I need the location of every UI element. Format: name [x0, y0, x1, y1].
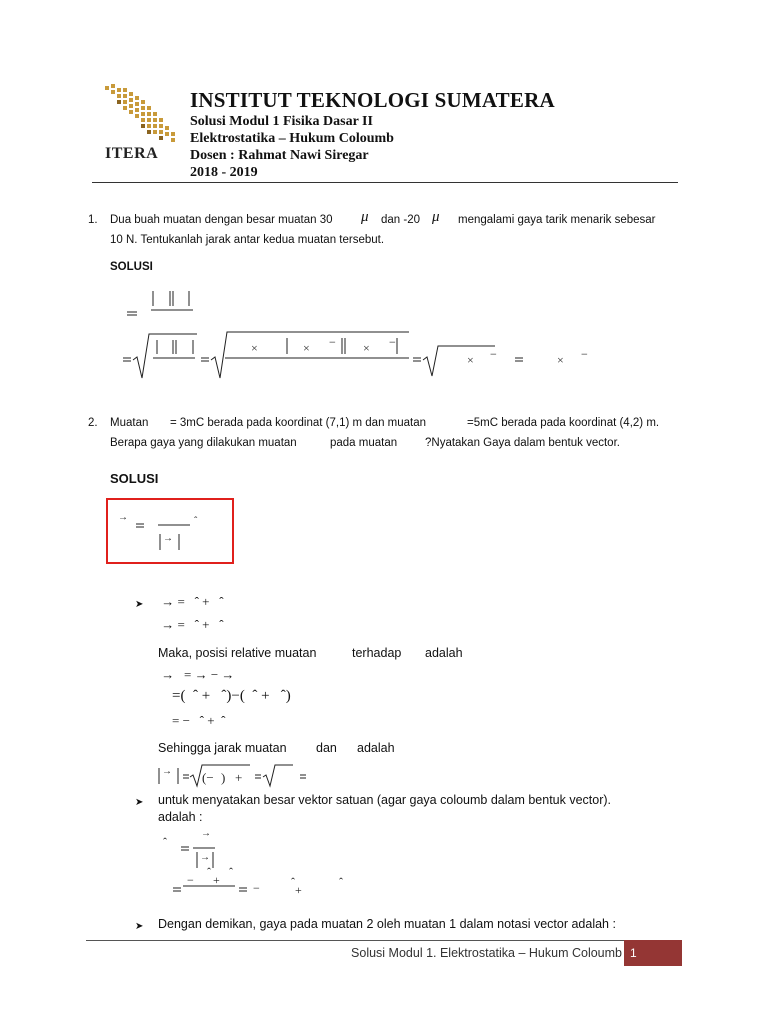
header-rule [92, 182, 678, 183]
unit-vector-text: untuk menyatakan besar vektor satuan (agar gaya coloumb dalam bentuk vector). [158, 793, 612, 807]
q1-number: 1. [88, 214, 98, 226]
bullet-2-icon: ➤ [135, 797, 144, 808]
svg-text:→: → [200, 852, 210, 863]
q1-text-d: 10 N. Tentukanlah jarak antar kedua muatan tersebut. [110, 234, 385, 246]
r21-substitution: =( ˆ + ˆ)−( ˆ + ˆ) [172, 688, 291, 704]
svg-text:ˆ: ˆ [207, 865, 211, 879]
svg-text:→: → [201, 828, 211, 839]
svg-text:+: + [295, 883, 302, 897]
bullet-3-icon: ➤ [135, 921, 144, 932]
distance-dan-text: dan [316, 741, 337, 755]
relative-adalah-text: adalah [425, 646, 463, 660]
svg-text:): ) [221, 770, 226, 785]
svg-text:+: + [213, 873, 220, 887]
relative-position-text: Maka, posisi relative muatan [158, 646, 317, 660]
institute-title: INSTITUT TEKNOLOGI SUMATERA [190, 88, 555, 112]
relative-terhadap-text: terhadap [352, 646, 402, 660]
year-line: 2018 - 2019 [190, 165, 258, 180]
q2-text-d: Berapa gaya yang dilakukan muatan [110, 437, 297, 449]
svg-text:×: × [303, 341, 310, 355]
q1-text-c: mengalami gaya tarik menarik sebesar [458, 214, 656, 226]
q2-text-b: = 3mC berada pada koordinat (7,1) m dan muatan [170, 417, 427, 429]
force-vector-text: Dengan demikan, gaya pada muatan 2 oleh muatan 1 dalam notasi vector adalah : [158, 917, 616, 931]
q1-text-a: Dua buah muatan dengan besar muatan 30 [110, 214, 333, 226]
svg-text:+: + [235, 770, 243, 785]
r21-result: = − ˆ + ˆ [172, 713, 226, 728]
r21-definition: → = → − → [158, 667, 235, 682]
unit-vector-formula [155, 828, 375, 900]
page-number: 1 [624, 940, 682, 966]
unit-vector-adalah: adalah : [158, 810, 203, 824]
svg-text:−: − [253, 881, 260, 895]
bullet-1-icon: ➤ [135, 599, 144, 610]
q2-text-f: ?Nyatakan Gaya dalam bentuk vector. [425, 437, 620, 449]
q2-text-a: Muatan [110, 417, 149, 429]
q1-mu-1: μ [361, 209, 369, 225]
q1-text-b: dan -20 [381, 214, 421, 226]
svg-text:−: − [187, 873, 194, 887]
q1-formula [115, 288, 615, 383]
svg-text:→: → [118, 512, 128, 523]
q2-text-e: pada muatan [330, 437, 398, 449]
coulomb-formula [112, 510, 222, 556]
logo-text: ITERA [105, 145, 159, 162]
topic-title: Elektrostatika – Hukum Coloumb [190, 131, 394, 146]
svg-text:×: × [251, 341, 258, 355]
svg-text:ˆ: ˆ [194, 516, 198, 527]
svg-text:→: → [162, 766, 172, 777]
svg-text:×: × [467, 353, 474, 367]
module-title: Solusi Modul 1 Fisika Dasar II [190, 114, 373, 129]
distance-text: Sehingga jarak muatan [158, 741, 287, 755]
svg-text:×: × [363, 341, 370, 355]
r1-vector-line: → = ˆ + ˆ [158, 594, 224, 609]
q1-mu-2: μ [432, 209, 440, 225]
svg-text:→: → [163, 533, 173, 544]
q2-number: 2. [88, 417, 98, 429]
svg-text:ˆ: ˆ [291, 875, 295, 889]
svg-text:−: − [329, 335, 336, 349]
svg-text:ˆ: ˆ [163, 835, 167, 849]
svg-text:(−: (− [202, 770, 214, 785]
q2-solusi-label: SOLUSI [110, 471, 159, 486]
svg-text:×: × [557, 353, 564, 367]
svg-text:ˆ: ˆ [339, 875, 343, 889]
svg-text:ˆ: ˆ [229, 865, 233, 879]
svg-text:−: − [389, 335, 396, 349]
r2-vector-line: → = ˆ + ˆ [158, 617, 224, 632]
lecturer-line: Dosen : Rahmat Nawi Siregar [190, 148, 369, 163]
q1-solusi-label: SOLUSI [110, 261, 153, 273]
footer-text: Solusi Modul 1. Elektrostatika – Hukum Coloumb [351, 946, 622, 960]
distance-adalah-text: adalah [357, 741, 395, 755]
itera-logo-icon [103, 82, 178, 150]
distance-formula [155, 760, 335, 790]
svg-text:−: − [490, 347, 497, 361]
q2-text-c: =5mC berada pada koordinat (4,2) m. [467, 417, 660, 429]
svg-text:−: − [581, 347, 588, 361]
footer-rule [86, 940, 624, 941]
